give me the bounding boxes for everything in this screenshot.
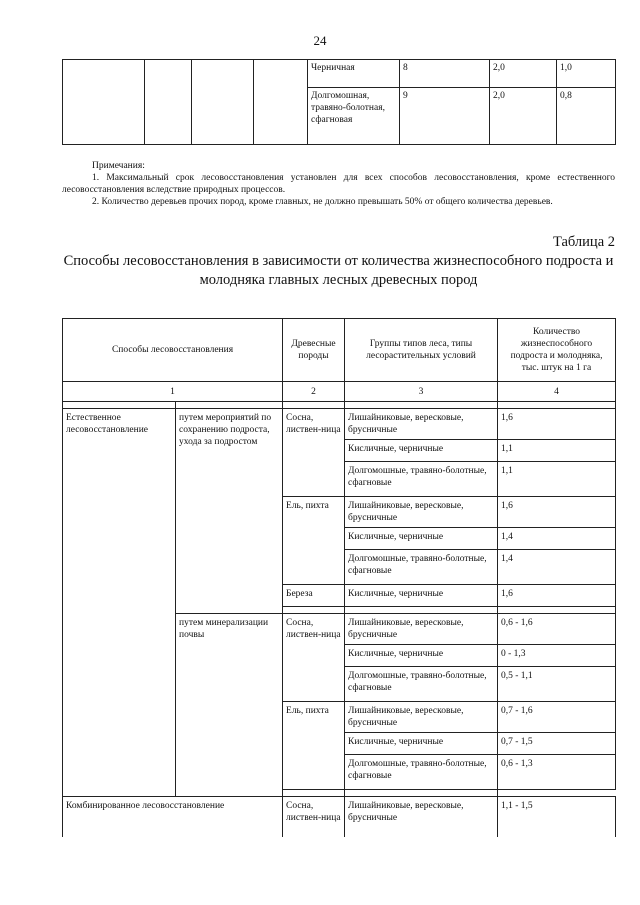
header-row [63, 319, 616, 382]
spacer-row [63, 402, 616, 409]
forest-group-cell: Долгомошные, травяно-болотные, сфагновые [345, 462, 498, 497]
notes [62, 160, 615, 208]
header-quantity: Количество жизнеспособного подроста и молодняка, тыс. штук на 1 га [498, 319, 616, 382]
forest-group-cell: Кисличные, черничные [345, 440, 498, 462]
quantity-cell: 0,6 - 1,6 [498, 614, 616, 645]
species-pine-larch: Сосна, листвен-ница [283, 409, 345, 497]
quantity-cell: 1,1 [498, 440, 616, 462]
table-title: Способы лесовосстановления в зависимости от количества жизнеспособного подроста и молодняка главных лесных древесных пород [63, 253, 614, 288]
forest-group-cell: Лишайниковые, вересковые, брусничные [345, 497, 498, 528]
empty-cell [254, 60, 308, 145]
empty-cell [145, 60, 192, 145]
method-combined: Комбинированное лесовосстановление [63, 797, 283, 838]
forest-group-cell: Кисличные, черничные [345, 733, 498, 755]
quantity-cell: 0,7 - 1,6 [498, 702, 616, 733]
table-row [63, 797, 616, 838]
note-item: 1. Максимальный срок лесовосстановления установлен для всех способов лесовосстановления, кроме естественного лесовосстановления вследствие природных процессов. [62, 173, 615, 195]
column-number-row [63, 382, 616, 402]
quantity-cell: 1,6 [498, 585, 616, 607]
forest-group-cell: Лишайниковые, вересковые, брусничные [345, 614, 498, 645]
species-birch: Береза [283, 585, 345, 607]
forest-group-cell: Лишайниковые, вересковые, брусничные [345, 702, 498, 733]
forest-group-cell: Кисличные, черничные [345, 528, 498, 550]
forest-group-cell: Кисличные, черничные [345, 645, 498, 667]
forest-type-cell: Долгомошная, травяно-болотная, сфагновая [308, 88, 400, 145]
quantity-cell: 0,5 - 1,1 [498, 667, 616, 702]
method-natural: Естественное лесовосстановление [63, 409, 176, 797]
forest-group-cell: Лишайниковые, вересковые, брусничные [345, 797, 498, 838]
quantity-cell: 1,1 - 1,5 [498, 797, 616, 838]
value-cell: 0,8 [557, 88, 616, 145]
quantity-cell: 0,7 - 1,5 [498, 733, 616, 755]
species-spruce-fir: Ель, пихта [283, 497, 345, 585]
forest-group-cell: Лишайниковые, вересковые, брусничные [345, 409, 498, 440]
value-cell: 2,0 [490, 60, 557, 88]
species-spruce-fir: Ель, пихта [283, 702, 345, 790]
value-cell: 1,0 [557, 60, 616, 88]
column-number: 3 [345, 382, 498, 402]
note-item: 2. Количество деревьев прочих пород, кроме главных, не должно превышать 50% от общего количества деревьев. [92, 197, 553, 207]
submethod-preservation: путем мероприятий по сохранению подроста, ухода за подростом [176, 409, 283, 614]
forest-group-cell: Долгомошные, травяно-болотные, сфагновые [345, 550, 498, 585]
table-row [63, 409, 616, 440]
continued-table [62, 59, 616, 145]
quantity-cell: 1,4 [498, 550, 616, 585]
quantity-cell: 1,6 [498, 497, 616, 528]
species-pine-larch: Сосна, листвен-ница [283, 797, 345, 838]
empty-cell [63, 60, 145, 145]
value-cell: 8 [400, 60, 490, 88]
table-row [63, 60, 616, 88]
quantity-cell: 1,6 [498, 409, 616, 440]
column-number: 4 [498, 382, 616, 402]
forest-group-cell: Кисличные, черничные [345, 585, 498, 607]
forest-group-cell: Долгомошные, травяно-болотные, сфагновые [345, 667, 498, 702]
quantity-cell: 0 - 1,3 [498, 645, 616, 667]
header-method: Способы лесовосстановления [63, 319, 283, 382]
value-cell: 9 [400, 88, 490, 145]
quantity-cell: 1,4 [498, 528, 616, 550]
column-number: 2 [283, 382, 345, 402]
notes-heading: Примечания: [92, 161, 145, 171]
header-groups: Группы типов леса, типы лесорастительных условий [345, 319, 498, 382]
column-number: 1 [63, 382, 283, 402]
empty-cell [192, 60, 254, 145]
main-table [62, 318, 616, 837]
submethod-mineralization: путем минерализации почвы [176, 614, 283, 797]
quantity-cell: 1,1 [498, 462, 616, 497]
forest-type-cell: Черничная [308, 60, 400, 88]
forest-group-cell: Долгомошные, травяно-болотные, сфагновые [345, 755, 498, 790]
value-cell: 2,0 [490, 88, 557, 145]
table-label: Таблица 2 [552, 234, 615, 250]
header-species: Древесные породы [283, 319, 345, 382]
quantity-cell: 0,6 - 1,3 [498, 755, 616, 790]
page-number: 24 [313, 33, 327, 48]
species-pine-larch: Сосна, листвен-ница [283, 614, 345, 702]
